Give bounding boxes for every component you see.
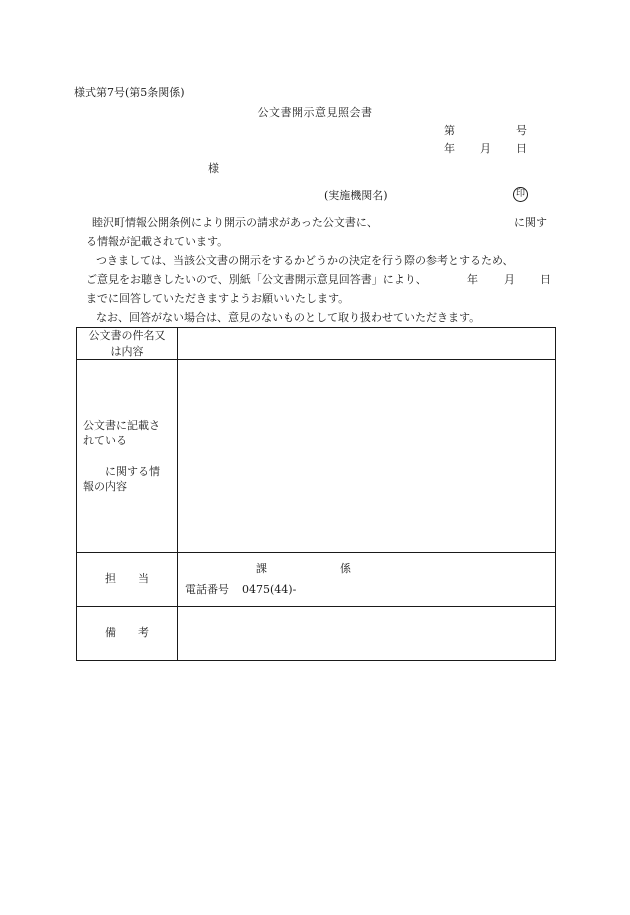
sender-agency: (実施機関名) <box>324 189 388 202</box>
date-day: 日 <box>516 142 527 155</box>
label-spacer <box>83 449 171 464</box>
paragraph-3-line-1: なお、回答がない場合は、意見のないものとして取り扱わせていただきます。 <box>96 311 481 324</box>
row-info-content <box>77 360 556 553</box>
field-document-subject[interactable] <box>178 328 556 360</box>
row-remarks <box>77 607 556 661</box>
paragraph-1-line-2: る情報が記載されています。 <box>86 235 229 248</box>
paragraph-2-line-3: までに回答していただきますようお願いいたします。 <box>86 292 350 305</box>
phone-label: 電話番号 <box>185 583 229 596</box>
label-line: れている <box>83 434 127 448</box>
label-line: 報の内容 <box>83 479 127 493</box>
doc-number-suffix: 号 <box>516 124 527 137</box>
paragraph-1-line-1: 睦沢町情報公開条例により開示の請求があった公文書に、 <box>92 216 378 229</box>
row-person-in-charge <box>77 553 556 607</box>
department-label: 課 <box>256 562 267 575</box>
section-label: 係 <box>340 562 351 575</box>
doc-number-prefix: 第 <box>444 124 455 137</box>
label-remarks: 備 考 <box>77 607 178 661</box>
reply-deadline-year: 年 <box>467 273 478 286</box>
label-line: 公文書の件名又 <box>88 329 166 343</box>
addressee: 様 <box>208 162 219 175</box>
field-remarks[interactable] <box>178 607 556 661</box>
inquiry-form-table <box>76 327 556 661</box>
paragraph-2-line-1: つきましては、当該公文書の開示をするかどうかの決定を行う際の参考とするため、 <box>96 254 514 267</box>
document-title: 公文書開示意見照会書 <box>257 106 373 119</box>
row-document-subject <box>77 328 556 360</box>
seal-mark: 印 <box>513 187 528 202</box>
label-line: 公文書に記載さ <box>83 418 160 432</box>
paragraph-1-line-1-end: に関す <box>514 216 547 229</box>
paragraph-2-line-2: ご意見をお聴きしたいので、別紙「公文書開示意見回答書」により、 <box>86 273 427 286</box>
reply-deadline-day: 日 <box>540 273 551 286</box>
date-year: 年 <box>444 142 455 155</box>
reply-deadline-month: 月 <box>504 273 515 286</box>
form-number: 様式第7号(第5条関係) <box>74 86 185 99</box>
label-line: に関する情 <box>105 464 160 478</box>
field-info-content[interactable] <box>178 360 556 553</box>
field-person-in-charge[interactable] <box>178 553 556 607</box>
label-info-content <box>77 360 178 553</box>
label-line: は内容 <box>110 344 144 358</box>
date-month: 月 <box>480 142 491 155</box>
phone-number: 0475(44)- <box>242 583 297 596</box>
label-document-subject <box>77 328 178 360</box>
label-person-in-charge: 担 当 <box>77 553 178 607</box>
